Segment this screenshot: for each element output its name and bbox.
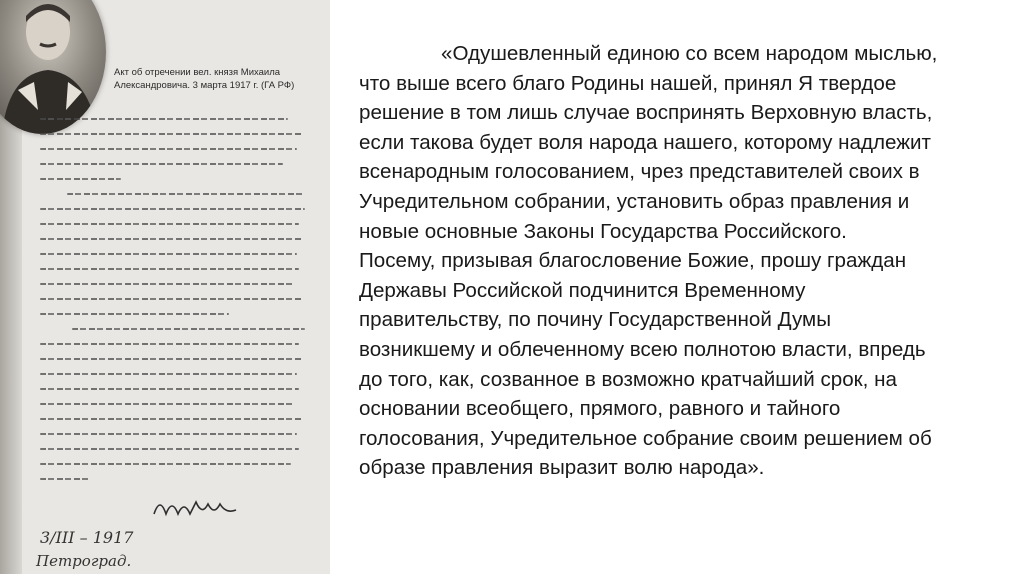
handwriting-line <box>40 208 305 210</box>
document-date: 3/III – 1917 <box>40 528 134 547</box>
quote-line: образе правления выразит волю народа». <box>359 456 765 480</box>
handwriting-line <box>72 328 304 330</box>
handwriting-line <box>67 193 305 195</box>
document-caption <box>114 66 326 92</box>
handwriting-line <box>40 343 299 345</box>
scanned-abdication-document <box>0 0 330 574</box>
handwritten-text-block <box>40 118 310 493</box>
document-place: Петроград. <box>36 552 132 570</box>
handwriting-line <box>40 403 294 405</box>
handwriting-line <box>40 238 302 240</box>
abdication-quote <box>359 39 1009 483</box>
handwriting-line <box>40 178 121 180</box>
handwriting-line <box>40 133 302 135</box>
caption-line: Акт об отречении вел. князя Михаила <box>114 67 281 78</box>
handwriting-line <box>40 478 89 480</box>
quote-line: до того, как, созванное в возможно кратчайший срок, на <box>359 367 897 391</box>
quote-line: основании всеобщего, прямого, равного и тайного <box>359 397 841 421</box>
handwriting-line <box>40 358 302 360</box>
quote-line: что выше всего благо Родины нашей, принял Я твердое <box>359 71 897 95</box>
handwriting-line <box>40 148 297 150</box>
handwriting-line <box>40 223 299 225</box>
grand-duke-portrait <box>0 0 106 134</box>
caption-line: Александровича. 3 марта 1917 г. (ГА РФ) <box>114 80 295 91</box>
handwriting-line <box>40 163 283 165</box>
quote-line: голосования, Учредительное собрание своим решением об <box>359 426 932 450</box>
portrait-figure <box>0 0 106 134</box>
quote-line: правительству, по почину Государственной Думы <box>359 308 832 332</box>
handwriting-line <box>40 388 299 390</box>
quote-line: новые основные Законы Государства Российского. <box>359 219 847 243</box>
handwriting-line <box>40 298 302 300</box>
quote-line: «Одушевленный единою со всем народом мыслью, <box>441 42 938 65</box>
quote-line: если такова будет воля народа нашего, которому надлежит <box>359 130 931 154</box>
handwriting-line <box>40 418 302 420</box>
quote-line: всенародным голосованием, чрез представителей своих в <box>359 160 920 184</box>
handwriting-line <box>40 268 299 270</box>
handwriting-line <box>40 283 294 285</box>
handwriting-line <box>40 118 288 120</box>
quote-line: решение в том лишь случае воспринять Верховную власть, <box>359 101 933 125</box>
handwriting-line <box>40 373 297 375</box>
handwriting-line <box>40 433 297 435</box>
quote-line: Державы Российской подчинится Временному <box>359 278 806 302</box>
handwriting-line <box>40 253 297 255</box>
handwriting-line <box>40 463 291 465</box>
quote-line: возникшему и облеченному всею полнотою власти, впредь <box>359 337 926 361</box>
handwriting-line <box>40 313 229 315</box>
quote-line: Учредительном собрании, установить образ правления и <box>359 189 910 213</box>
quote-line: Посему, призывая благословение Божие, прошу граждан <box>359 249 907 273</box>
handwritten-signature <box>150 492 240 522</box>
handwriting-line <box>40 448 299 450</box>
